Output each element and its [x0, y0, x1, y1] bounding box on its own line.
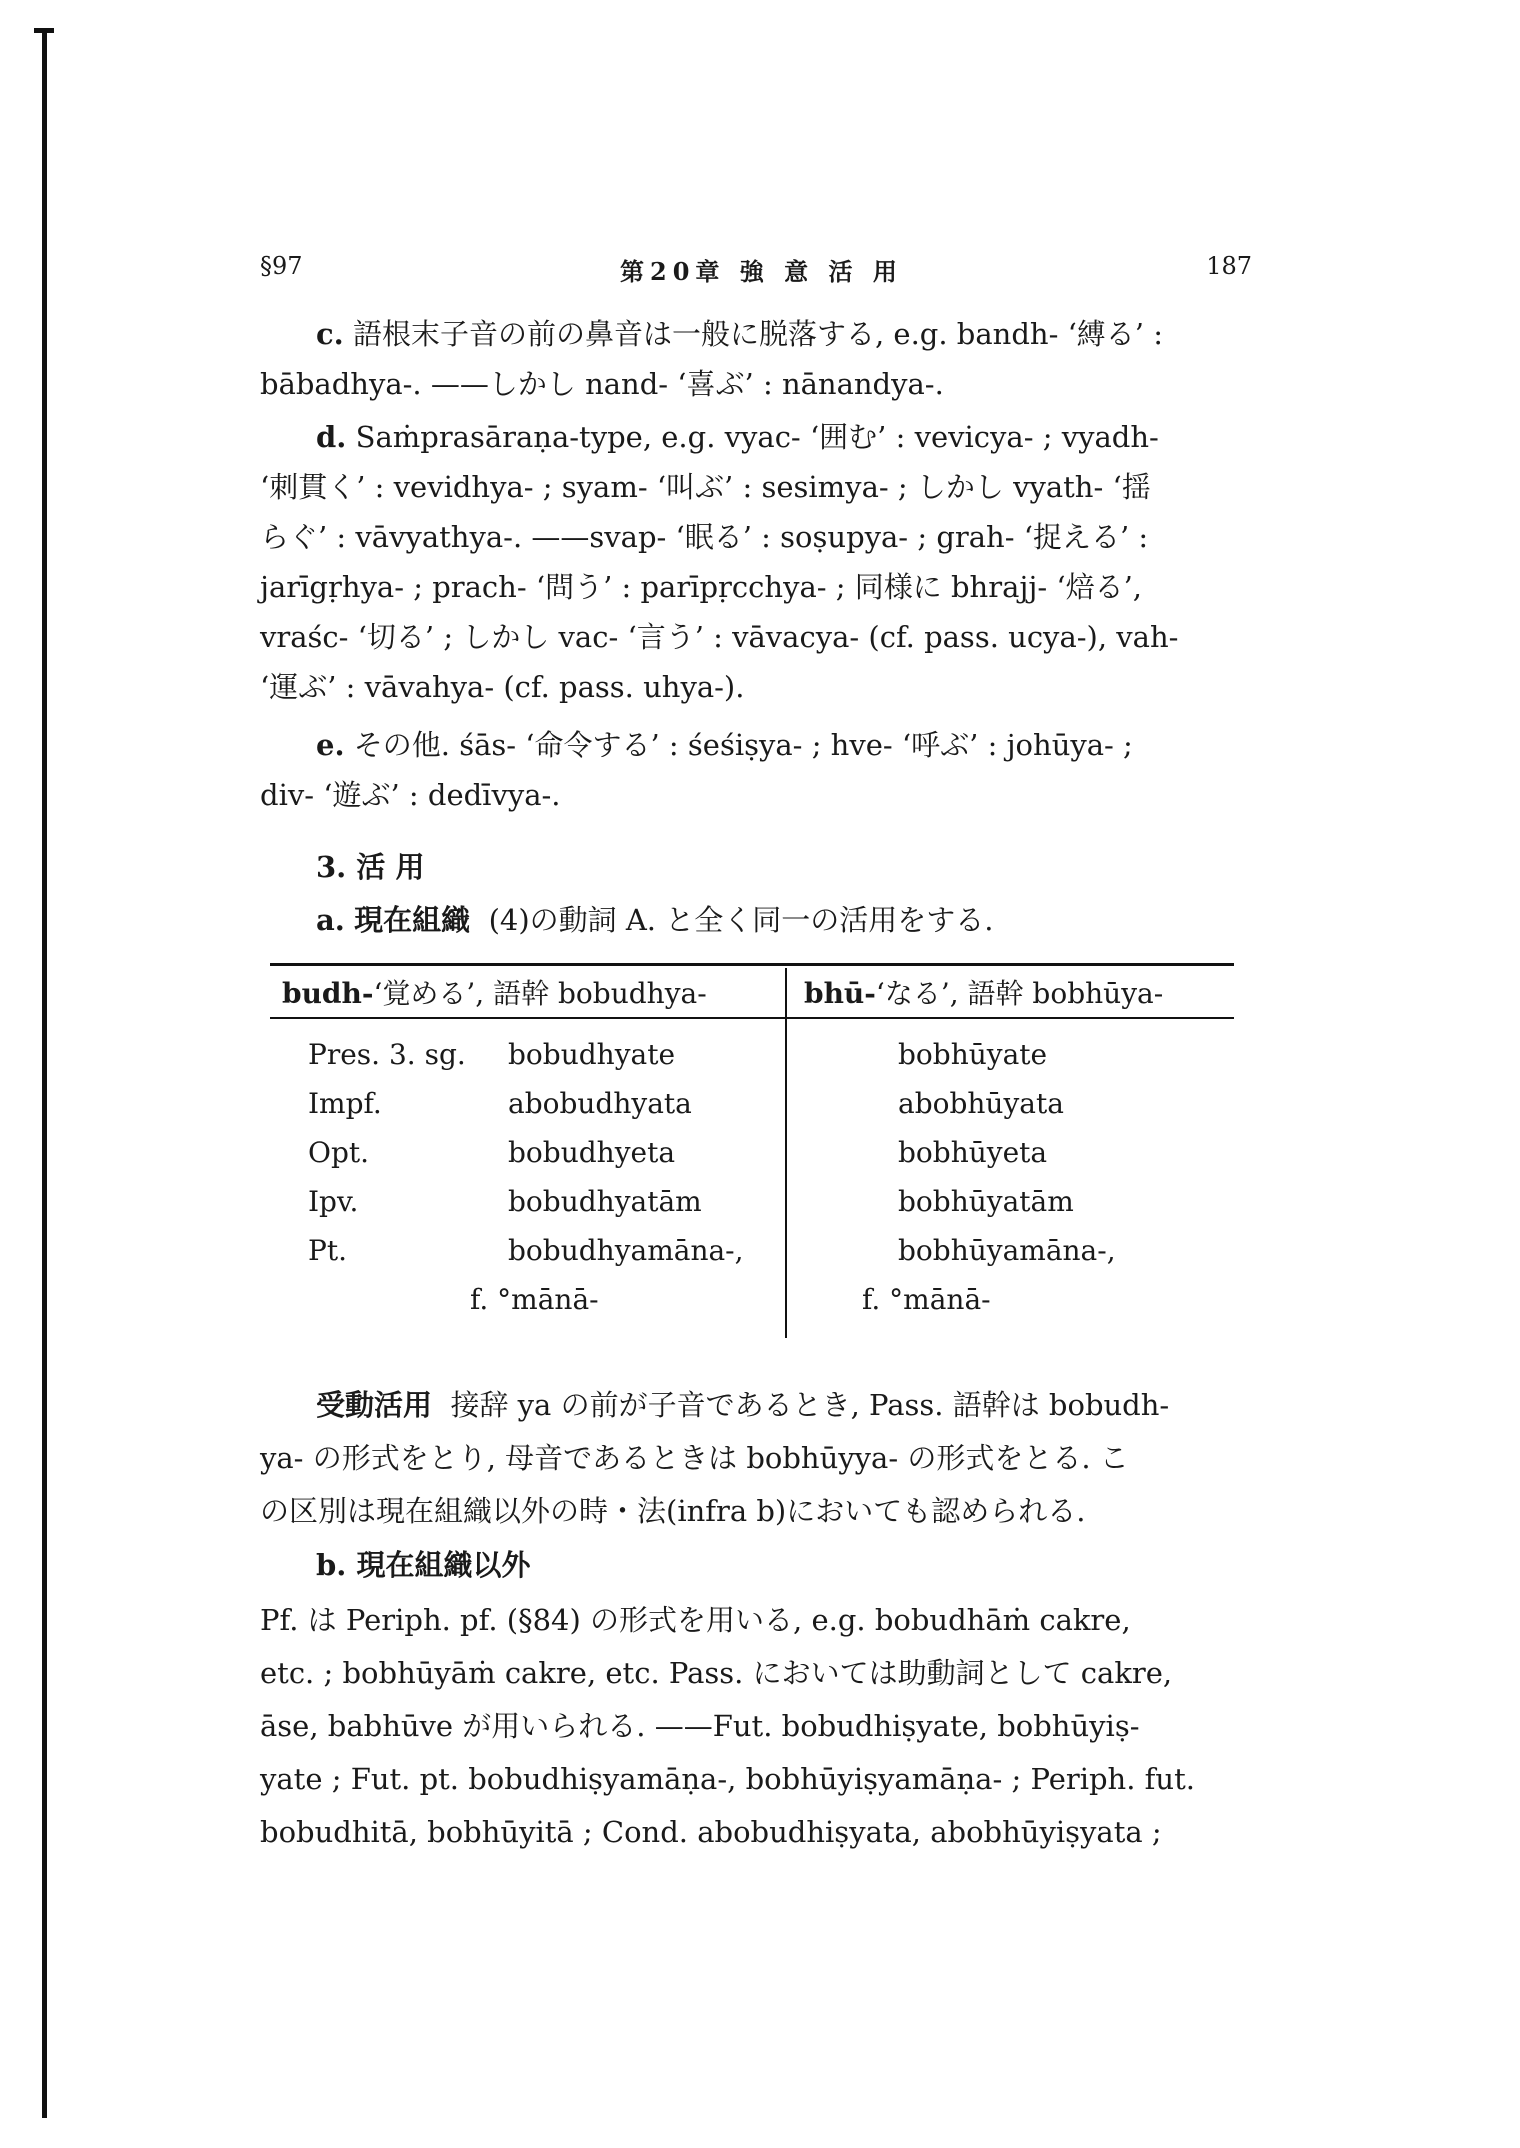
table-top-rule [270, 963, 1234, 966]
table-header-left [282, 972, 707, 1012]
table-fem-right: f. °mānā- [862, 1283, 991, 1316]
para-c-text: 語根末子音の前の鼻音は一般に脱落する, e.g. bandh- ‘縛る’ : [352, 317, 1164, 351]
para-e-line: div- ‘遊ぶ’ : dedīvya-. [260, 778, 561, 812]
para-b-line: yate ; Fut. pt. bobudhiṣyamāṇa-, bobhūyiṣyamāṇa- ; Periph. fut. [260, 1762, 1195, 1796]
bhu-root: bhū- [804, 977, 876, 1010]
para-b-line: bobudhitā, bobhūyitā ; Cond. abobudhiṣyata, abobhūyiṣyata ; [260, 1815, 1162, 1849]
para-d-line [260, 417, 1308, 457]
section-3-heading: 3. 活 用 [316, 850, 425, 884]
para-e-label: e. [316, 728, 345, 762]
table-row-label: Ipv. [308, 1185, 359, 1218]
table-cell-right: bobhūyeta [898, 1136, 1048, 1169]
budh-root: budh- [282, 977, 374, 1010]
subsection-a-label: a. [316, 903, 345, 937]
passive-line [260, 1385, 1308, 1425]
para-e-line [260, 725, 1308, 765]
subsection-b-label: b. [316, 1548, 347, 1582]
page-number: 187 [1206, 252, 1252, 280]
subsection-b-title: 現在組織以外 [356, 1548, 531, 1582]
para-d-text: Saṁprasāraṇa-type, e.g. vyac- ‘囲む’ : vevicya- ; vyadh- [355, 420, 1159, 454]
para-c-line: bābadhya-. ——しかし nand- ‘喜ぶ’ : nānandya-. [260, 367, 944, 401]
subsection-a-text: (4)の動詞 A. と全く同一の活用をする. [488, 903, 994, 937]
table-cell-right: bobhūyate [898, 1038, 1048, 1071]
para-c-label: c. [316, 317, 344, 351]
chapter-title: 第20章 強 意 活 用 [620, 257, 903, 286]
para-d-line: jarīgṛhya- ; prach- ‘問う’ : parīpṛcchya- ; 同様に bhrajj- ‘焙る’, [260, 570, 1143, 604]
para-d-line: らぐ’ : vāvyathya-. ——svap- ‘眠る’ : soṣupya- ; grah- ‘捉える’ : [260, 520, 1149, 554]
table-cell-right: bobhūyatām [898, 1185, 1074, 1218]
para-d-line: vraśc- ‘切る’ ; しかし vac- ‘言う’ : vāvacya- (cf. pass. ucya-), vah- [260, 620, 1179, 654]
table-header-right [804, 972, 1163, 1012]
passive-line: ya- の形式をとり, 母音であるときは bobhūyya- の形式をとる. こ [260, 1441, 1129, 1475]
para-d-line: ‘刺貫く’ : vevidhya- ; syam- ‘叫ぶ’ : sesimya- ; しかし vyath- ‘揺 [260, 470, 1151, 504]
passive-text: 接辞 ya の前が子音であるとき, Pass. 語幹は bobudh- [450, 1388, 1170, 1422]
subsection-a-heading [260, 900, 1308, 940]
table-row-label: Opt. [308, 1136, 370, 1169]
running-header [260, 252, 1252, 292]
table-cell-left: bobudhyatām [508, 1185, 702, 1218]
para-b-line: āse, babhūve が用いられる. ——Fut. bobudhiṣyate, bobhūyiṣ- [260, 1709, 1140, 1743]
margin-rule [42, 28, 47, 2118]
table-fem-left: f. °mānā- [470, 1283, 599, 1316]
passive-label: 受動活用 [316, 1388, 433, 1422]
table-cell-right: bobhūyamāna-, [898, 1234, 1116, 1267]
para-b-line: Pf. は Periph. pf. (§84) の形式を用いる, e.g. bobudhāṁ cakre, [260, 1603, 1131, 1637]
table-cell-left: abobudhyata [508, 1087, 692, 1120]
para-e-text: その他. śās- ‘命令する’ : śeśiṣya- ; hve- ‘呼ぶ’ : johūya- ; [353, 728, 1133, 762]
table-row-label: Pt. [308, 1234, 347, 1267]
subsection-b-heading [260, 1545, 1308, 1585]
para-d-line: ‘運ぶ’ : vāvahya- (cf. pass. uhya-). [260, 670, 745, 704]
para-b-line: etc. ; bobhūyāṁ cakre, etc. Pass. においては助動詞として cakre, [260, 1656, 1173, 1690]
table-cell-left: bobudhyate [508, 1038, 676, 1071]
table-cell-right: abobhūyata [898, 1087, 1064, 1120]
table-cell-left: bobudhyeta [508, 1136, 676, 1169]
table-header-rule [270, 1017, 1234, 1019]
budh-gloss: ‘覚める’, 語幹 bobudhya- [373, 977, 707, 1010]
section-number: §97 [260, 252, 303, 280]
subsection-a-title: 現在組織 [354, 903, 471, 937]
table-cell-left: bobudhyamāna-, [508, 1234, 744, 1267]
table-column-divider [785, 968, 787, 1338]
para-c-line [260, 314, 1308, 354]
bhu-gloss: ‘なる’, 語幹 bobhūya- [875, 977, 1164, 1010]
table-row-label: Impf. [308, 1087, 382, 1120]
para-d-label: d. [316, 420, 347, 454]
passive-line: の区別は現在組織以外の時・法(infra b)においても認められる. [260, 1494, 1086, 1528]
table-row-label: Pres. 3. sg. [308, 1038, 466, 1071]
